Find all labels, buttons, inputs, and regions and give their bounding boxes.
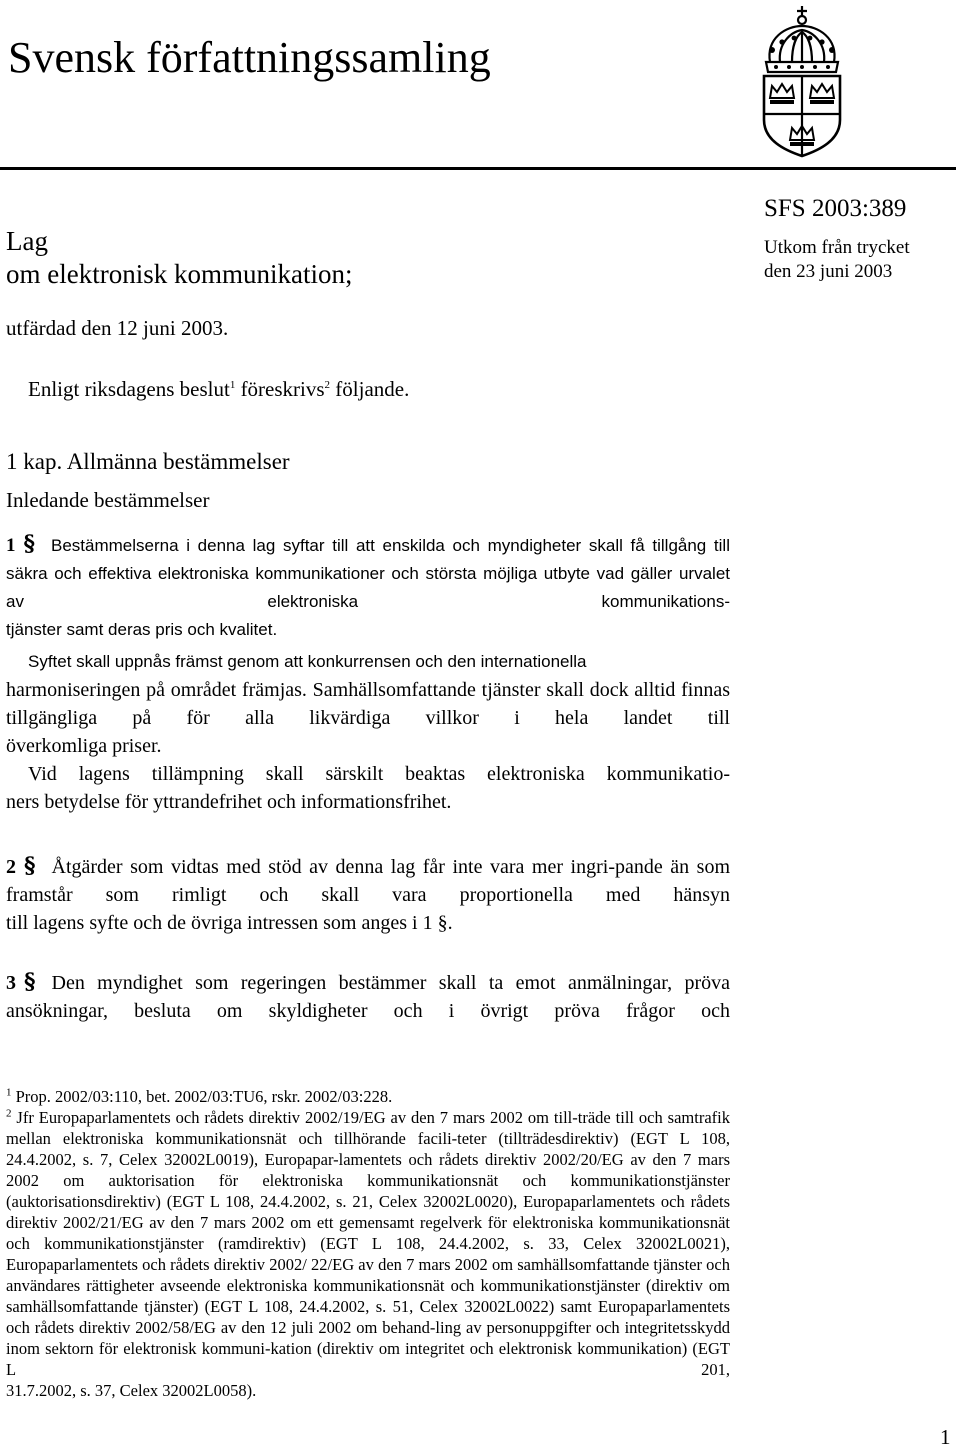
publication-title: Svensk författningssamling <box>8 33 491 82</box>
page-number: 1 <box>940 1425 951 1449</box>
section-1-paragraph-1 <box>6 530 730 616</box>
section-2 <box>6 852 730 937</box>
section-2-body: Åtgärder som vidtas med stöd av denna lag får inte vara mer ingri-pande än som framstår som rimligt och skall vara proportionella med hänsyn <box>6 856 730 906</box>
footnote-ref-1[interactable]: 1 <box>229 379 236 391</box>
preamble-part1: Enligt riksdagens beslut <box>28 377 230 401</box>
section-1 <box>6 530 730 816</box>
section-number: 1 <box>6 535 16 556</box>
section-1-text: Bestämmelserna i denna lag syftar till att enskilda och myndigheter skall få tillgång till säkra och effektiva elektroniska kommunikationer och största möjliga utbyte vad gäller urvalet av elektroniska kommunikations- <box>6 536 730 611</box>
section-3 <box>6 968 730 1025</box>
coat-of-arms-icon <box>752 2 858 160</box>
release-date-note <box>764 236 910 284</box>
footnote-1-text: Prop. 2002/03:110, bet. 2002/03:TU6, rskr. 2002/03:228. <box>11 1087 393 1106</box>
chapter-title: 1 kap. Allmänna bestämmelser <box>6 449 290 474</box>
section-2-text <box>6 852 730 909</box>
sfs-number: SFS 2003:389 <box>764 195 907 222</box>
footnote-ref-2[interactable]: 2 <box>324 379 331 391</box>
section-1-paragraph-3: Vid lagens tillämpning skall särskilt beaktas elektroniska kommunikatio- <box>28 763 730 785</box>
release-note-line2: den 23 juni 2003 <box>764 261 893 282</box>
section-1-paragraph-3-end: ners betydelse för yttrandefrihet och informationsfrihet. <box>6 791 452 813</box>
footnote-2-text: Jfr Europaparlamentets och rådets direktiv 2002/19/EG av den 7 mars 2002 om till-träde till och samtrafik mellan elektroniska kommunikationsnät och tillhörande facili-teter (tillträdesdirektiv) (EGT L 108, 24.4.2002, s. 7, Celex 32002L0019), Europapar-lamentets och rådets direktiv 2002/20/EG av den 7 mars 2002 om auktorisation för elektroniska kommunikationsnät och kommunikationstjänster (auktorisationsdirektiv) (EGT L 108, 24.4.2002, s. 21, Celex 32002L0020), Europaparlamentets och rådets direktiv 2002/21/EG av den 7 mars 2002 om ett gemensamt regelverk för elektroniska kommunikationsnät och kommunikationstjänster (ramdirektiv) (EGT L 108, 24.4.2002, s. 33, Celex 32002L0021), Europaparlamentets och rådets direktiv 2002/ 22/EG av den 7 mars 2002 om samhällsomfattande tjänster och användares rättigheter avseende elektroniska kommunikationsnät och kommunikationstjänster (direktiv om samhällsomfattande tjänster) (EGT L 108, 24.4.2002, s. 51, Celex 32002L0022) samt Europaparlamentets och rådets direktiv 2002/58/EG av den 12 juli 2002 om behand-ling av personuppgifter och integritetsskydd inom sektorn för elektronisk kommuni-kation (direktiv om integritet och elektronisk kommunikation) (EGT L 201, <box>6 1108 730 1379</box>
footnote-2 <box>6 1107 730 1380</box>
section-3-text <box>6 968 730 1025</box>
section-1-paragraph-2: harmoniseringen på området främjas. Samhällsomfattande tjänster skall dock alltid finnas tillgängliga på för alla likvärdiga villkor i hela landet till <box>6 679 730 729</box>
release-note-line1: Utkom från trycket <box>764 237 910 258</box>
footnote-1-number: 1 <box>6 1086 12 1099</box>
preamble-part2: föreskrivs <box>235 377 325 401</box>
section-2-text-end: till lagens syfte och de övriga intressen som anges i 1 §. <box>6 912 453 934</box>
section-3-body: Den myndighet som regeringen bestämmer skall ta emot anmälningar, pröva ansökningar, besluta om skyldigheter och i övrigt pröva frågor och <box>6 972 730 1022</box>
section-1-paragraph-2-end: överkomliga priser. <box>6 735 162 757</box>
chapter-subheading: Inledande bestämmelser <box>6 488 210 512</box>
preamble-part3: följande. <box>330 377 410 401</box>
header-rule <box>0 167 956 170</box>
issued-date: utfärdad den 12 juni 2003. <box>6 316 229 340</box>
section-symbol: § <box>24 969 36 995</box>
law-title-line1: Lag <box>6 226 48 256</box>
section-number: 2 <box>6 856 16 878</box>
section-number: 3 <box>6 972 16 994</box>
section-1-paragraph-2-line1: Syftet skall uppnås främst genom att konkurrensen och den internationella <box>28 652 587 671</box>
section-symbol: § <box>24 853 36 879</box>
footnote-1 <box>6 1086 730 1107</box>
section-symbol: § <box>23 531 36 557</box>
law-title <box>6 225 352 291</box>
footnote-2-end: 31.7.2002, s. 37, Celex 32002L0058). <box>6 1381 257 1400</box>
section-1-text-end: tjänster samt deras pris och kvalitet. <box>6 620 278 639</box>
preamble <box>28 375 409 403</box>
footnote-2-number: 2 <box>6 1107 12 1120</box>
footnotes <box>6 1086 730 1401</box>
law-title-line2: om elektronisk kommunikation; <box>6 259 353 289</box>
